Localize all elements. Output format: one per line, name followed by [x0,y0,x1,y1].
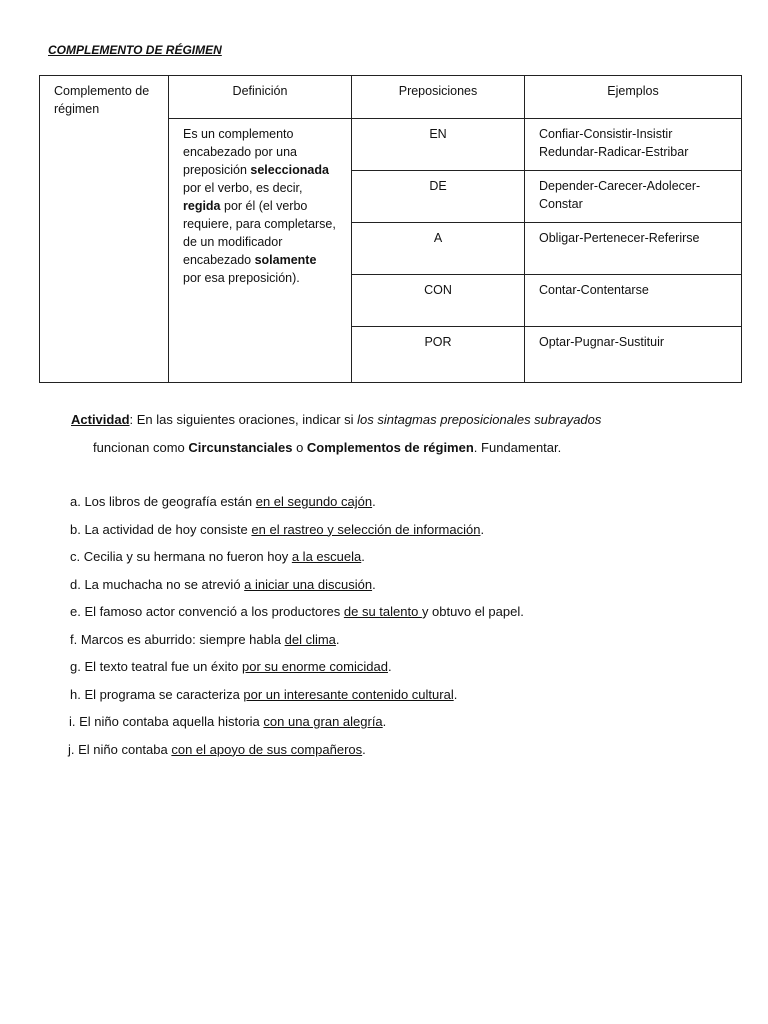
activity-italic: los sintagmas preposicionales subrayados [357,412,602,427]
preposition-cell: DE [352,170,525,222]
sentence-text: . [372,494,376,509]
sentence-text: g. El texto teatral fue un éxito [70,659,242,674]
underlined-phrase: por un interesante contenido cultural [243,686,454,702]
examples-cell: Optar-Pugnar-Sustituir [525,326,742,382]
list-item [70,571,730,599]
activity-label: Actividad [71,412,130,427]
sentence-text: f. Marcos es aburrido: siempre habla [70,631,285,647]
definition-text: por esa preposición). [183,270,300,285]
examples-cell: Obligar-Pertenecer-Referirse [525,222,742,274]
list-item [69,708,730,736]
activity-bold-circunstanciales: Circunstanciales [188,440,293,455]
list-item [70,598,730,626]
activity-line-1 [71,406,711,434]
definition-text: por el verbo, es decir, [183,180,303,195]
definition-cell [169,118,352,382]
underlined-phrase: del clima [284,631,336,647]
list-item [70,626,730,654]
list-item [70,653,730,681]
header-preposiciones: Preposiciones [352,76,525,119]
sentence-text: i. El niño contaba aquella historia [69,714,264,729]
sentence-text: . [372,576,376,592]
underlined-phrase: a iniciar una discusión [244,576,373,592]
header-definicion: Definición [169,76,352,119]
activity-text: : En las siguientes oraciones, indicar si [129,412,358,427]
sentence-list [70,488,730,763]
definition-bold-solamente: solamente [254,252,317,267]
sentence-text: d. La muchacha no se atrevió [70,576,245,592]
sentence-text: j. El niño contaba [68,741,172,757]
sentence-text: b. La actividad de hoy consiste [70,521,252,537]
underlined-phrase: en el rastreo y selección de información [251,521,481,537]
preposition-cell: A [352,222,525,274]
definition-bold-seleccionada: seleccionada [250,162,329,177]
underlined-phrase: en el segundo cajón [255,494,373,509]
underlined-phrase: por su enorme comicidad [242,659,388,674]
activity-instructions [71,406,711,462]
sentence-text: h. El programa se caracteriza [70,686,244,702]
header-ejemplos: Ejemplos [525,76,742,119]
sentence-text: e. El famoso actor convenció a los productores [70,604,344,619]
complemento-cell [40,118,169,382]
sentence-text: c. Cecilia y su hermana no fueron hoy [70,549,292,564]
sentence-text: a. Los libros de geografía están [70,494,256,509]
activity-text: funcionan como [93,440,189,455]
table-row [40,118,742,170]
preposition-cell: EN [352,118,525,170]
definition-text: Es un complemento encabezado por una preposición [183,126,297,177]
list-item [68,736,730,764]
activity-text: . Fundamentar. [473,440,562,455]
sentence-text: y obtuvo el papel. [421,604,524,619]
regimen-table [39,75,742,383]
definition-text: por él (el verbo requiere, para completarse, de un modificador encabezado [183,198,336,267]
definition-bold-regida: regida [183,198,221,213]
examples-cell: Depender-Carecer-Adolecer-Constar [525,170,742,222]
sentence-text: . [362,741,366,757]
list-item [70,488,730,516]
examples-cell: Contar-Contentarse [525,274,742,326]
page-title: COMPLEMENTO DE RÉGIMEN [48,43,222,57]
list-item [70,543,730,571]
underlined-phrase: con una gran alegría [263,714,383,729]
activity-text: o [292,440,307,455]
underlined-phrase: de su talento [343,604,422,619]
sentence-text: . [361,549,365,564]
list-item [70,516,730,544]
sentence-text: . [480,521,485,537]
underlined-phrase: a la escuela [291,549,362,564]
header-complemento: Complemento de régimen [40,76,169,119]
examples-cell: Confiar-Consistir-Insistir Redundar-Radicar-Estribar [525,118,742,170]
sentence-text: . [335,631,340,647]
activity-line-2 [71,434,711,462]
sentence-text: . [453,686,458,702]
activity-bold-complementos: Complementos de régimen [306,440,474,455]
table-header-row [40,76,742,119]
sentence-text: . [387,659,392,674]
preposition-cell: POR [352,326,525,382]
sentence-text: . [382,714,387,729]
underlined-phrase: con el apoyo de sus compañeros [171,741,363,757]
preposition-cell: CON [352,274,525,326]
list-item [70,681,730,709]
